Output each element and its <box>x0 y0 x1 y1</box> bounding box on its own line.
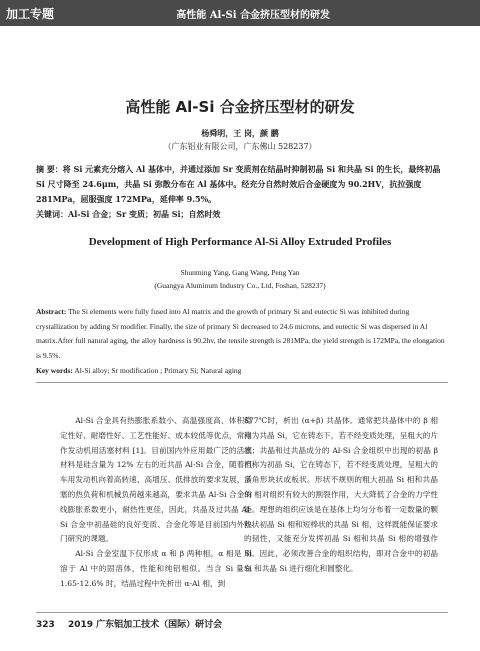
running-title: 高性能 Al-Si 合金挤压型材的研发 <box>176 10 330 21</box>
authors-en: Shunming Yang, Gang Wang, Peng Yan <box>180 268 300 277</box>
authors-cn: 杨舜明，王 岗，颜 鹏 <box>201 128 279 138</box>
body-paragraph: 577℃时，析出 (α+β) 共晶体。通常把共晶体中的 β 相称为共晶 Si，它在铸态下，若不经变质处理，呈粗大的片状；共晶和过共晶成分的 Al-Si 合金组织中出现的初晶 β 相称为初晶 Si，它在铸态下，若不经变质处理，呈粗大的多角形块状或板状。形状不规则的粗大初晶 Si 相和共晶 Si 相对组织有较大的割裂作用，大大降低了合金的力学性能。理想的组织应该是在基体上均匀分布着一定数量的颗粒状初晶 Si 相和短棒状的共晶 Si 相，这样既能保证要求的韧性，又能充分发挥初晶 Si 相和共晶 Si 相的增强作用。因此，必须改善合金的组织结构，即对合金中的初晶 Si 和共晶 Si 进行细化和圆整化。 <box>244 416 438 573</box>
keywords-en <box>36 366 448 375</box>
body-column-right <box>244 414 438 577</box>
abstract-cn-label: 摘 要： <box>36 165 63 174</box>
keywords-en-text: Al-Si alloy; Sr modification ; Primary Si; Natural aging <box>74 366 242 375</box>
section-divider <box>36 382 448 383</box>
body-paragraph: Al-Si 合金室温下仅形成 α 和 β 两种相。α 相是 Si 溶于 Al 中的固溶体，性能和纯铝相似。当含 Si 量在 1.65-12.6% 时，结晶过程中先析出 α-Al 相，到 <box>60 549 252 588</box>
keywords-en-label: Key words: <box>36 366 73 375</box>
body-paragraph: Al-Si 合金具有热膨胀系数小、高温强度高、体积稳定性好、耐磨性好、工艺性能好、成本较低等优点，常用作发动机用活塞材料 [1]。目前国内外应用最广泛的活塞材料是硅含量为 12% 左右的近共晶 Al-Si 合金，随着汽车用发动机向着高转速、高增压、低排放的要求发展，活塞的热负荷和机械负荷越来越高，要求共晶 Al-Si 合金的线膨胀系数更小，耐热性更佳，因此，共晶及过共晶 Al-Si 合金中初晶硅的良好变质、合金化等是目前国内外热门研究的课题。 <box>60 416 252 544</box>
page-footer <box>36 617 222 630</box>
keywords-cn <box>36 209 448 220</box>
affiliation-en: (Guangya Aluminum Industry Co., Ltd, Foshan, 528237) <box>154 281 326 290</box>
footer-divider <box>36 612 448 613</box>
section-label: 加工专题 <box>6 7 55 21</box>
abstract-cn <box>36 162 448 207</box>
abstract-en <box>36 305 448 363</box>
abstract-en-label: Abstract: <box>36 307 67 316</box>
page-number: 323 <box>36 620 55 630</box>
journal-name: 2019 广东铝加工技术（国际）研讨会 <box>67 620 223 630</box>
affiliation-cn: （广东铝业有限公司，广东佛山 528237） <box>163 142 317 151</box>
keywords-cn-label: 关键词： <box>36 210 68 219</box>
body-column-left <box>60 414 252 592</box>
abstract-en-text: The Si elements were fully fused into Al matrix and the growth of primary Si and eutectic Si was inhibited during crystallization by adding Sr modifier. Finally, the size of primary Si decreased to 24.6 microns, and eutectic Si was dispersed in Al matrix.After full natural aging, the alloy hardness is 90.2hv, the tensile strength is 281MPa, the yield strength is 172MPa, the elongation is 9.5%. <box>36 307 445 360</box>
paper-title-cn: 高性能 Al-Si 合金挤压型材的研发 <box>125 98 355 116</box>
keywords-cn-text: Al-Si 合金；Sr 变质；初晶 Si；自然时效 <box>68 209 221 219</box>
running-header <box>0 0 480 26</box>
abstract-cn-text: 将 Si 元素充分熔入 Al 基体中，并通过添加 Sr 变质剂在结晶时抑制初晶 Si 和共晶 Si 的生长，最终初晶 Si 尺寸降至 24.6μm，共晶 Si 弥散分布在 Al 基体中。经充分自然时效后合金硬度为 90.2HV，抗拉强度 281MPa，屈服强度 172MPa，延伸率 9.5%。 <box>36 164 441 204</box>
paper-title-en: Development of High Performance Al-Si Alloy Extruded Profiles <box>88 236 392 248</box>
